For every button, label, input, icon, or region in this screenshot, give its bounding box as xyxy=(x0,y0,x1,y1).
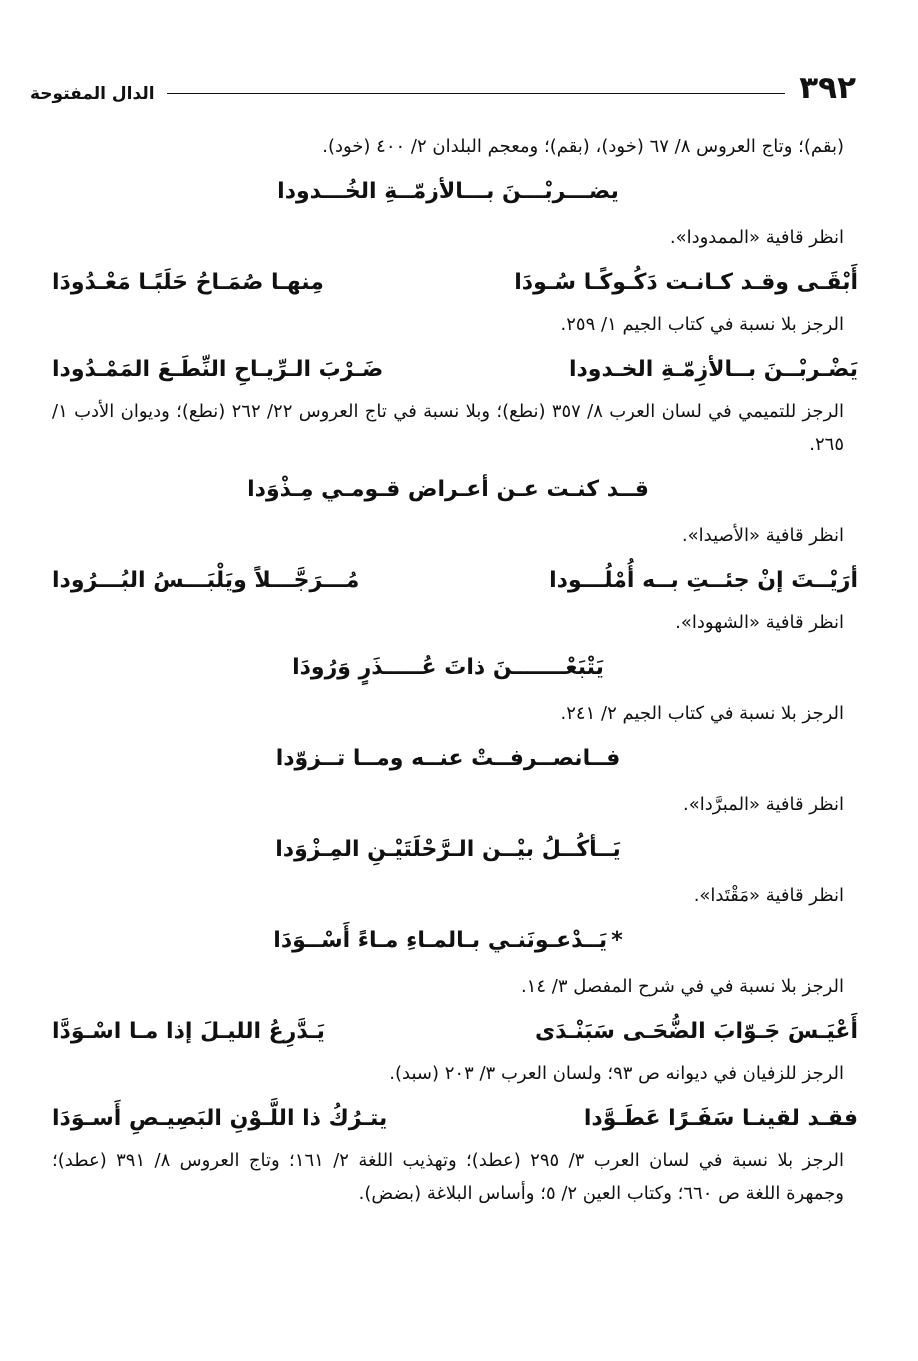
page-header xyxy=(30,64,856,104)
citation-note: الرجز للزفيان في ديوانه ص ٩٣؛ ولسان العرب ٣/ ٢٠٣ (سبد). xyxy=(389,1063,844,1084)
verse-hemistich-second: مِنهـا صُمَـاحُ حَلَبًـا مَعْـدُودَا xyxy=(52,270,324,295)
asterisk-mark: * xyxy=(611,928,623,953)
verse-hemistich-second: مُـــرَجَّـــلاً ويَلْبَـــسُ البُـــرُودا xyxy=(52,568,360,593)
verse-hemistich-first: أَبْقَـى وقـد كـانـت دَكُـوكًـا سُـودَا xyxy=(514,270,858,295)
cross-reference-note: انظر قافية «الشهودا». xyxy=(675,612,844,633)
citation-note: الرجز للتميمي في لسان العرب ٨/ ٣٥٧ (نطع)؛ وبلا نسبة في تاج العروس ٢٢/ ٢٦٢ (نطع)؛ وديوان الأدب ١/ ٢٦٥. xyxy=(52,401,844,455)
page-body xyxy=(52,130,858,1216)
verse-hemistich-first: أَعْيَـسَ جَـوّابَ الضُّحَـى سَبَنْـدَى xyxy=(534,1019,858,1044)
verse-line: يَتْبَعْـــــــنَ ذاتَ عُـــــذَرٍ وَرُودَا xyxy=(292,655,604,680)
citation-note: الرجز بلا نسبة في في شرح المفصل ٣/ ١٤. xyxy=(520,976,844,997)
verse-text: يَــدْعـونَنـي بـالمـاءِ مـاءً أَسْــوَدَا xyxy=(273,928,608,953)
citation-note: (بقم)؛ وتاج العروس ٨/ ٦٧ (خود)، (بقم)؛ ومعجم البلدان ٢/ ٤٠٠ (خود). xyxy=(322,136,844,157)
cross-reference-note: انظر قافية «الممدودا». xyxy=(669,227,844,248)
verse-line: يَــأكُــلُ بيْــن الـرَّحْلَتَيْـنِ المِـزْوَدا xyxy=(275,837,621,862)
header-rule xyxy=(167,93,786,94)
page-number: ٣٩٢ xyxy=(799,70,856,106)
citation-note: الرجز بلا نسبة في كتاب الجيم ١/ ٢٥٩. xyxy=(560,314,844,335)
verse-line: قــد كنـت عـن أعـراض قـومـي مِـذْوَدا xyxy=(247,477,649,502)
cross-reference-note: انظر قافية «الأصيدا». xyxy=(681,525,844,546)
verse-hemistich-second: ضَـرْبَ الـرِّيـاحِ النِّطَـعَ المَمْـدُودا xyxy=(52,357,384,382)
verse-couplet xyxy=(52,260,858,306)
chapter-title: الدال المفتوحة xyxy=(30,83,155,104)
verse-hemistich-first: فقـد لقينـا سَفَـرًا عَطَـوَّدا xyxy=(583,1106,858,1131)
verse-hemistich-first: أرَيْــتَ إنْ جئــتِ بــه أُمْلُـــودا xyxy=(549,568,858,593)
verse-line-starred xyxy=(52,918,844,964)
verse-hemistich-second: يَـدَّرِعُ الليـلَ إذا مـا اسْـوَدَّا xyxy=(52,1019,325,1044)
verse-line: يضـــربْـــنَ بـــالأزمّــةِ الخُـــدودا xyxy=(277,179,619,204)
verse-couplet xyxy=(52,347,858,393)
verse-line: فــانصــرفــتْ عنــه ومــا تــزوّدا xyxy=(275,746,621,771)
cross-reference-note: انظر قافية «المبرَّدا». xyxy=(683,794,844,815)
cross-reference-note: انظر قافية «مَقْتَدا». xyxy=(693,885,844,906)
verse-couplet xyxy=(52,558,858,604)
verse-couplet xyxy=(52,1009,858,1055)
verse-hemistich-second: يتـرُكُ ذا اللَّـوْنِ البَصِيـصِ أَسـوَدَا xyxy=(52,1106,388,1131)
citation-note: الرجز بلا نسبة في كتاب الجيم ٢/ ٢٤١. xyxy=(560,703,844,724)
verse-couplet xyxy=(52,1096,858,1142)
citation-note: الرجز بلا نسبة في لسان العرب ٣/ ٢٩٥ (عطد)؛ وتهذيب اللغة ٢/ ١٦١؛ وتاج العروس ٨/ ٣٩١ (عطد)؛ وجمهرة اللغة ص ٦٦٠؛ وكتاب العين ٢/ ٥؛ وأساس البلاغة (بضض). xyxy=(52,1150,844,1204)
verse-hemistich-first: يَضْـربْــنَ بــالأزِمّـةِ الخـدودا xyxy=(568,357,858,382)
